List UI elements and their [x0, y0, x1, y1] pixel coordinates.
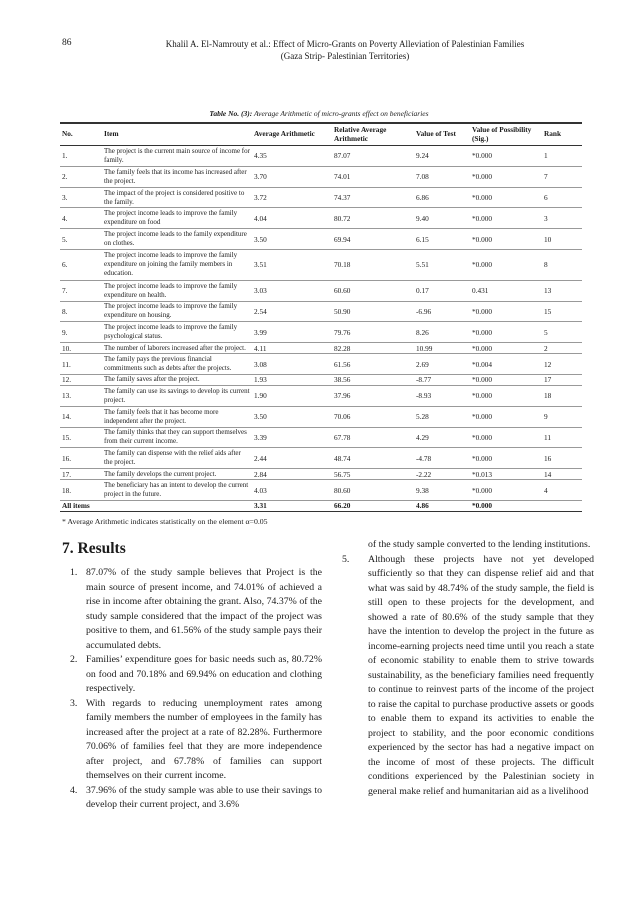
average-arithmetic: 3.72 — [252, 187, 332, 208]
row-number: 5. — [60, 229, 102, 250]
average-arithmetic: 1.90 — [252, 385, 332, 406]
table-caption-text: Average Arithmetic of micro-grants effect on beneficiaries — [252, 109, 429, 118]
result-item-number: 2. — [70, 654, 78, 665]
rank-value: 11 — [542, 427, 582, 448]
average-arithmetic: 3.39 — [252, 427, 332, 448]
result-item-text: Although these projects have not yet developed sufficiently so that they can dispense relief aid and that what was said by 48.74% of the study sample, the field is still open to these projects for the development, and showed a rate of 80.6% of the study sample that they have the intention to develop the project in the future as income-earning projects need time until you reach a state of economic stability to enable them to strive towards sustainability, as the beneficiary families need frequently to continue to reinvest parts of the income of the project to raise the capital to purchase productive assets or goods to enable them to expand its activities to enable the project to stability, and the poor economic conditions experienced by the sector has had a negative impact on the income of most of these projects. The difficult conditions experienced by the Palestinian society in general make relief and humanitarian aid as a livelihood — [368, 553, 594, 797]
table-row — [60, 406, 582, 427]
relative-average: 48.74 — [332, 448, 414, 469]
average-arithmetic: 3.08 — [252, 354, 332, 375]
continued-text: of the study sample converted to the lending institutions. — [368, 539, 591, 550]
significance-value: *0.000 — [470, 146, 542, 167]
test-value: 5.51 — [414, 250, 470, 281]
result-item-number: 1. — [70, 567, 78, 578]
column-header: Average Arithmetic — [252, 123, 332, 146]
row-number: 14. — [60, 406, 102, 427]
result-item-number: 3. — [70, 697, 78, 709]
rank-value: 4 — [542, 480, 582, 501]
result-item — [62, 784, 322, 813]
row-number: 6. — [60, 250, 102, 281]
results-table — [60, 122, 582, 512]
table-row — [60, 427, 582, 448]
significance-value: *0.000 — [470, 229, 542, 250]
item-text: The family pays the previous financial commitments such as debts after the projects. — [102, 354, 252, 375]
column-header: Rank — [542, 123, 582, 146]
left-column — [62, 540, 322, 813]
average-arithmetic: 1.93 — [252, 374, 332, 385]
table-row — [60, 480, 582, 501]
test-value: -8.77 — [414, 374, 470, 385]
average-arithmetic: 3.03 — [252, 280, 332, 301]
significance-value: *0.000 — [470, 448, 542, 469]
test-value: 9.38 — [414, 480, 470, 501]
significance-value: *0.000 — [470, 166, 542, 187]
row-number: 10. — [60, 343, 102, 354]
results-list — [62, 566, 322, 813]
table-row — [60, 343, 582, 354]
row-number: 15. — [60, 427, 102, 448]
rank-value: 14 — [542, 469, 582, 480]
row-number: 9. — [60, 322, 102, 343]
average-arithmetic: 3.50 — [252, 406, 332, 427]
row-number: 1. — [60, 146, 102, 167]
rank-value: 13 — [542, 280, 582, 301]
table-footnote: * Average Arithmetic indicates statistically on the element α=0.05 — [62, 517, 268, 526]
table-row — [60, 229, 582, 250]
row-number: 13. — [60, 385, 102, 406]
row-number: 12. — [60, 374, 102, 385]
relative-average: 50.90 — [332, 301, 414, 322]
column-header: Item — [102, 123, 252, 146]
rank-value: 6 — [542, 187, 582, 208]
average-arithmetic: 4.35 — [252, 146, 332, 167]
average-arithmetic: 4.11 — [252, 343, 332, 354]
rank-value — [542, 500, 582, 511]
average-arithmetic: 4.03 — [252, 480, 332, 501]
rank-value: 16 — [542, 448, 582, 469]
rank-value: 5 — [542, 322, 582, 343]
relative-average: 80.72 — [332, 208, 414, 229]
result-item-text: Families’ expenditure goes for basic needs such as, 80.72% on food and 70.18% and 69.94% on education and clothing respectively. — [86, 654, 322, 694]
table-row — [60, 250, 582, 281]
result-item — [342, 553, 594, 800]
test-value: 6.86 — [414, 187, 470, 208]
item-text: The impact of the project is considered positive to the family. — [102, 187, 252, 208]
relative-average: 80.60 — [332, 480, 414, 501]
significance-value: *0.004 — [470, 354, 542, 375]
item-text: The project income leads to improve the family psychological status. — [102, 322, 252, 343]
relative-average: 79.76 — [332, 322, 414, 343]
relative-average: 82.28 — [332, 343, 414, 354]
item-text: The project income leads to improve the family expenditure on food — [102, 208, 252, 229]
average-arithmetic: 4.04 — [252, 208, 332, 229]
average-arithmetic: 3.51 — [252, 250, 332, 281]
average-arithmetic: 3.31 — [252, 500, 332, 511]
relative-average: 67.78 — [332, 427, 414, 448]
result-item-text: 87.07% of the study sample believes that Project is the main source of present income, and 74.01% of achieved a rise in income after obtaining the grant. Also, 74.37% of the study sample considered that the impact of the project was positive to them, and 61.56% of the study sample pays their accumulated debts. — [86, 567, 322, 651]
significance-value: *0.000 — [470, 322, 542, 343]
rank-value: 10 — [542, 229, 582, 250]
result-item-number: 5. — [342, 553, 350, 565]
rank-value: 15 — [542, 301, 582, 322]
average-arithmetic: 2.44 — [252, 448, 332, 469]
result-item-text: 37.96% of the study sample was able to use their savings to develop their current project, and 3.6% — [86, 784, 322, 810]
test-value: 7.08 — [414, 166, 470, 187]
test-value: 9.40 — [414, 208, 470, 229]
table-row — [60, 469, 582, 480]
row-number: 18. — [60, 480, 102, 501]
table-row — [60, 354, 582, 375]
section-heading: 7. Results — [62, 540, 126, 557]
relative-average: 61.56 — [332, 354, 414, 375]
significance-value: *0.000 — [470, 187, 542, 208]
test-value: -6.96 — [414, 301, 470, 322]
test-value: -2.22 — [414, 469, 470, 480]
test-value: 6.15 — [414, 229, 470, 250]
relative-average: 69.94 — [332, 229, 414, 250]
table-row — [60, 385, 582, 406]
item-text: The number of laborers increased after the project. — [102, 343, 252, 354]
row-number: 7. — [60, 280, 102, 301]
significance-value: *0.000 — [470, 343, 542, 354]
rank-value: 2 — [542, 343, 582, 354]
table-container — [60, 122, 582, 512]
relative-average: 70.18 — [332, 250, 414, 281]
rank-value: 18 — [542, 385, 582, 406]
row-number: 3. — [60, 187, 102, 208]
significance-value: *0.000 — [470, 208, 542, 229]
relative-average: 87.07 — [332, 146, 414, 167]
table-row — [60, 208, 582, 229]
item-text: The project income leads to improve the family expenditure on health. — [102, 280, 252, 301]
test-value: 8.26 — [414, 322, 470, 343]
rank-value: 17 — [542, 374, 582, 385]
test-value: 5.28 — [414, 406, 470, 427]
rank-value: 1 — [542, 146, 582, 167]
average-arithmetic: 3.99 — [252, 322, 332, 343]
results-list — [342, 553, 594, 800]
row-number: 4. — [60, 208, 102, 229]
relative-average: 66.20 — [332, 500, 414, 511]
running-header — [110, 38, 580, 62]
row-number: 8. — [60, 301, 102, 322]
item-text: The family can use its savings to develop its current project. — [102, 385, 252, 406]
test-value: -8.93 — [414, 385, 470, 406]
item-text: The family feels that it has become more independent after the project. — [102, 406, 252, 427]
significance-value: *0.000 — [470, 250, 542, 281]
average-arithmetic: 2.54 — [252, 301, 332, 322]
relative-average: 56.75 — [332, 469, 414, 480]
result-item-number: 4. — [70, 784, 78, 796]
rank-value: 8 — [542, 250, 582, 281]
running-title-line1: Khalil A. El-Namrouty et al.: Effect of Micro-Grants on Poverty Alleviation of Palestinian Families — [165, 39, 525, 49]
page-number: 86 — [62, 38, 72, 48]
significance-value: *0.000 — [470, 374, 542, 385]
test-value: 10.99 — [414, 343, 470, 354]
row-number: 2. — [60, 166, 102, 187]
relative-average: 60.60 — [332, 280, 414, 301]
average-arithmetic: 3.70 — [252, 166, 332, 187]
relative-average: 37.96 — [332, 385, 414, 406]
column-header: Value of Possibility (Sig.) — [470, 123, 542, 146]
significance-value: *0.000 — [470, 406, 542, 427]
table-row — [60, 280, 582, 301]
table-caption — [0, 109, 638, 118]
table-caption-label: Table No. (3): — [209, 109, 253, 118]
column-header: Value of Test — [414, 123, 470, 146]
table-body — [60, 146, 582, 512]
column-header: No. — [60, 123, 102, 146]
result-item — [62, 697, 322, 784]
significance-value: 0.431 — [470, 280, 542, 301]
item-text: The project is the current main source of income for family. — [102, 146, 252, 167]
item-text — [102, 500, 252, 511]
total-label: All items — [60, 500, 102, 511]
significance-value: *0.000 — [470, 301, 542, 322]
row-number: 11. — [60, 354, 102, 375]
table-row — [60, 448, 582, 469]
item-text: The beneficiary has an intent to develop the current project in the future. — [102, 480, 252, 501]
significance-value: *0.013 — [470, 469, 542, 480]
row-number: 17. — [60, 469, 102, 480]
test-value: 4.86 — [414, 500, 470, 511]
result-item-text: With regards to reducing unemployment rates among family members the number of employees in the family has increased after the project at a rate of 82.28%. Furthermore 70.06% of families feel that they are more independence after project, and 67.78% of families can support themselves on their current income. — [86, 697, 322, 781]
item-text: The family saves after the project. — [102, 374, 252, 385]
table-row — [60, 187, 582, 208]
relative-average: 74.01 — [332, 166, 414, 187]
table-header-row — [60, 123, 582, 146]
table-row — [60, 374, 582, 385]
result-item — [62, 566, 322, 653]
item-text: The project income leads to improve the family expenditure on housing. — [102, 301, 252, 322]
item-text: The family develops the current project. — [102, 469, 252, 480]
significance-value: *0.000 — [470, 500, 542, 511]
significance-value: *0.000 — [470, 480, 542, 501]
item-text: The project income leads to improve the family expenditure on joining the family members in education. — [102, 250, 252, 281]
rank-value: 9 — [542, 406, 582, 427]
rank-value: 3 — [542, 208, 582, 229]
relative-average: 38.56 — [332, 374, 414, 385]
right-column — [342, 538, 594, 799]
test-value: 4.29 — [414, 427, 470, 448]
column-header: Relative Average Arithmetic — [332, 123, 414, 146]
table-total-row — [60, 500, 582, 511]
item-text: The family feels that its income has increased after the project. — [102, 166, 252, 187]
average-arithmetic: 2.84 — [252, 469, 332, 480]
rank-value: 7 — [542, 166, 582, 187]
table-row — [60, 146, 582, 167]
result-item — [62, 653, 322, 697]
test-value: -4.78 — [414, 448, 470, 469]
row-number: 16. — [60, 448, 102, 469]
running-title-line2: (Gaza Strip- Palestinian Territories) — [280, 51, 410, 61]
test-value: 2.69 — [414, 354, 470, 375]
significance-value: *0.000 — [470, 385, 542, 406]
relative-average: 70.06 — [332, 406, 414, 427]
table-row — [60, 301, 582, 322]
item-text: The family can dispense with the relief aids after the project. — [102, 448, 252, 469]
rank-value: 12 — [542, 354, 582, 375]
relative-average: 74.37 — [332, 187, 414, 208]
item-text: The family thinks that they can support themselves from their current income. — [102, 427, 252, 448]
test-value: 9.24 — [414, 146, 470, 167]
test-value: 0.17 — [414, 280, 470, 301]
table-row — [60, 322, 582, 343]
item-text: The project income leads to the family expenditure on clothes. — [102, 229, 252, 250]
table-row — [60, 166, 582, 187]
average-arithmetic: 3.50 — [252, 229, 332, 250]
significance-value: *0.000 — [470, 427, 542, 448]
